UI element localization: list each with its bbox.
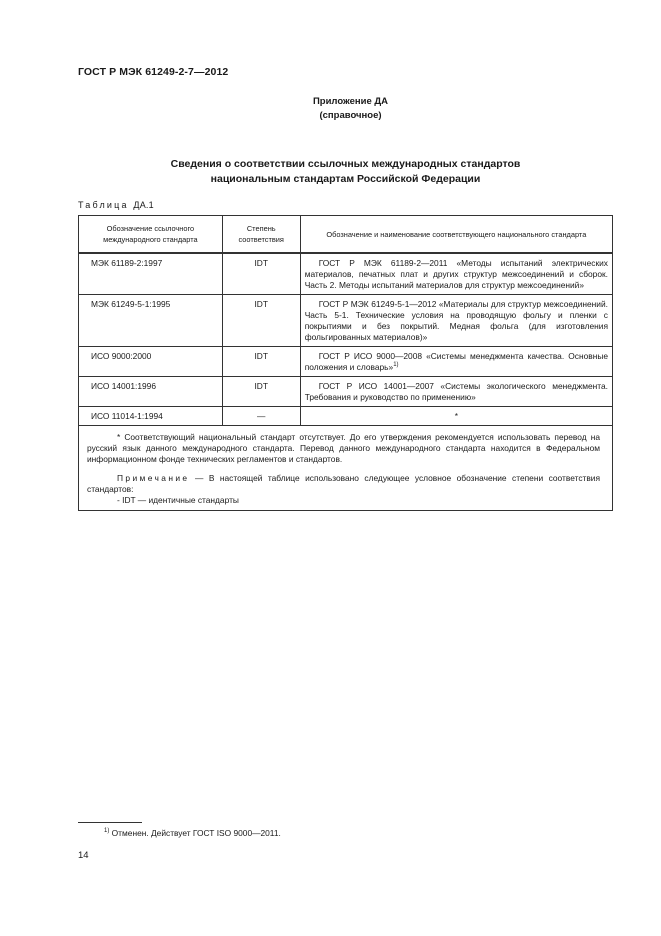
cell-national: ГОСТ Р МЭК 61189-2—2011 «Методы испытаний электрических материалов, печатных плат и других структур межсоединений и сборок. Часть 2. Методы испытаний материалов для структур межсоединений» [300,253,612,295]
cell-reference: МЭК 61189-2:1997 [79,253,223,295]
appendix-title: Приложение ДА [312,96,389,107]
section-title-line2: национальным стандартам Российской Федерации [210,173,481,185]
cell-degree: — [222,407,300,426]
table-notes [79,426,613,511]
appendix-heading [0,95,661,123]
table-caption-number: ДА.1 [133,200,154,210]
cell-national-text: ГОСТ Р ИСО 9000—2008 «Системы менеджмента качества. Основные положения и словарь» [304,351,608,372]
cell-degree: IDT [222,377,300,407]
note-label: Примечание [117,473,190,483]
table-row [79,407,613,426]
cell-degree: IDT [222,295,300,347]
appendix-subtitle: (справочное) [319,110,382,121]
header-national-standard: Обозначение и наименование соответствующего национального стандарта [300,216,612,254]
table-caption [78,200,154,210]
note-text: — В настоящей таблице использовано следующее условное обозначение степени соответствия стандартов: [87,473,601,494]
footnote-text: Отменен. Действует ГОСТ ISO 9000—2011. [111,828,281,838]
table-row [79,253,613,295]
asterisk-note: * Соответствующий национальный стандарт отсутствует. До его утверждения рекомендуется использовать перевод на русский язык данного международного стандарта. Перевод данного международного стандарта находится в Федеральном информационном фонде технических регламентов и стандартов. [87,432,600,464]
header-degree: Степень соответствия [222,216,300,254]
cell-reference: ИСО 11014-1:1994 [79,407,223,426]
table-row [79,377,613,407]
idt-definition: - IDT — идентичные стандарты [117,495,239,505]
section-title-line1: Сведения о соответствии ссылочных международных стандартов [170,158,521,170]
page-number: 14 [78,850,89,861]
table-caption-word: Таблица [78,200,129,210]
cell-national: ГОСТ Р ИСО 14001—2007 «Системы экологического менеджмента. Требования и руководство по применению» [300,377,612,407]
document-header: ГОСТ Р МЭК 61249-2-7—2012 [78,66,229,78]
table-row [79,347,613,377]
correspondence-table [78,215,613,511]
header-reference-standard: Обозначение ссылочного международного стандарта [79,216,223,254]
cell-national [300,347,612,377]
cell-national: ГОСТ Р МЭК 61249-5-1—2012 «Материалы для структур межсоединений. Часть 5-1. Технические условия на проводящую фольгу и пленки с покрытиями и без покрытий. Медная фольга (для изготовления фольгированных материалов)» [300,295,612,347]
note-paragraph [87,473,600,495]
section-title [78,157,613,187]
cell-reference: ИСО 9000:2000 [79,347,223,377]
cell-reference: МЭК 61249-5-1:1995 [79,295,223,347]
footnote-divider [78,822,142,823]
footnote-reference: 1) [393,362,399,368]
footnote [104,828,281,838]
footnote-mark: 1) [104,828,110,834]
cell-reference: ИСО 14001:1996 [79,377,223,407]
table-row [79,295,613,347]
cell-national: * [300,407,612,426]
table-header-row [79,216,613,254]
table-notes-row [79,426,613,511]
cell-degree: IDT [222,347,300,377]
cell-degree: IDT [222,253,300,295]
